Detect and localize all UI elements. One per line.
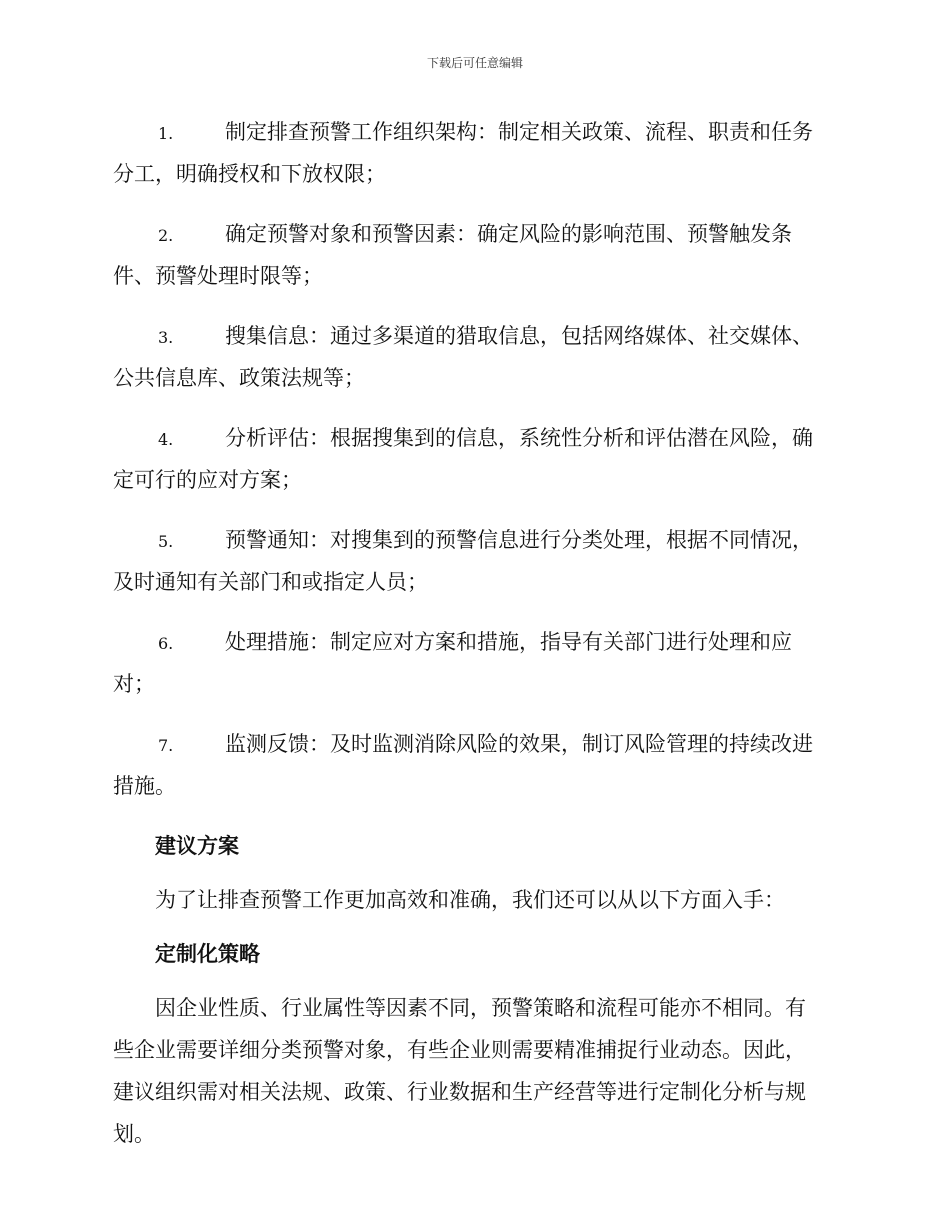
page-header: 下载后可任意编辑 <box>426 56 523 70</box>
paragraph-line: 建议组织需对相关法规、政策、行业数据和生产经营等进行定制化分析与规 <box>113 1080 806 1104</box>
list-number: 1. <box>158 124 174 143</box>
list-text: 搜集信息：通过多渠道的猎取信息，包括网络媒体、社交媒体、 <box>225 324 813 348</box>
list-number: 2. <box>158 226 174 245</box>
list-number: 4. <box>158 430 174 449</box>
paragraph <box>113 987 835 1155</box>
list-text: 预警通知：对搜集到的预警信息进行分类处理，根据不同情况， <box>225 528 813 552</box>
list-text: 监测反馈：及时监测消除风险的效果，制订风险管理的持续改进 <box>225 732 813 756</box>
list-text: 处理措施：制定应对方案和措施，指导有关部门进行处理和应 <box>225 630 792 654</box>
list-item <box>113 417 835 501</box>
list-number: 6. <box>158 634 174 653</box>
list-text-continued: 措施。 <box>113 774 176 798</box>
list-text: 分析评估：根据搜集到的信息，系统性分析和评估潜在风险，确 <box>225 426 813 450</box>
list-item <box>113 621 835 705</box>
paragraph-line: 些企业需要详细分类预警对象，有些企业则需要精准捕捉行业动态。因此， <box>113 1038 806 1062</box>
list-text-continued: 对； <box>113 672 155 696</box>
list-text-continued: 定可行的应对方案； <box>113 468 302 492</box>
list-text-continued: 分工，明确授权和下放权限； <box>113 162 386 186</box>
list-number: 5. <box>158 532 174 551</box>
list-item <box>113 723 835 807</box>
list-number: 3. <box>158 328 174 347</box>
document-body <box>113 111 835 1167</box>
list-text-continued: 公共信息库、政策法规等； <box>113 366 365 390</box>
list-item <box>113 213 835 297</box>
paragraph-line: 划。 <box>113 1122 155 1146</box>
list-item <box>113 519 835 603</box>
section-heading: 建议方案 <box>155 834 239 858</box>
list-number: 7. <box>158 736 174 755</box>
list-item <box>113 111 835 195</box>
list-item <box>113 315 835 399</box>
list-text-continued: 件、预警处理时限等； <box>113 264 323 288</box>
list-text: 确定预警对象和预警因素：确定风险的影响范围、预警触发条 <box>225 222 792 246</box>
list-text: 制定排查预警工作组织架构：制定相关政策、流程、职责和任务 <box>225 120 813 144</box>
paragraph-line: 因企业性质、行业属性等因素不同，预警策略和流程可能亦不相同。有 <box>155 996 806 1020</box>
list-text-continued: 及时通知有关部门和或指定人员； <box>113 570 428 594</box>
section-heading: 定制化策略 <box>155 942 260 966</box>
paragraph: 为了让排查预警工作更加高效和准确，我们还可以从以下方面入手： <box>155 888 785 912</box>
